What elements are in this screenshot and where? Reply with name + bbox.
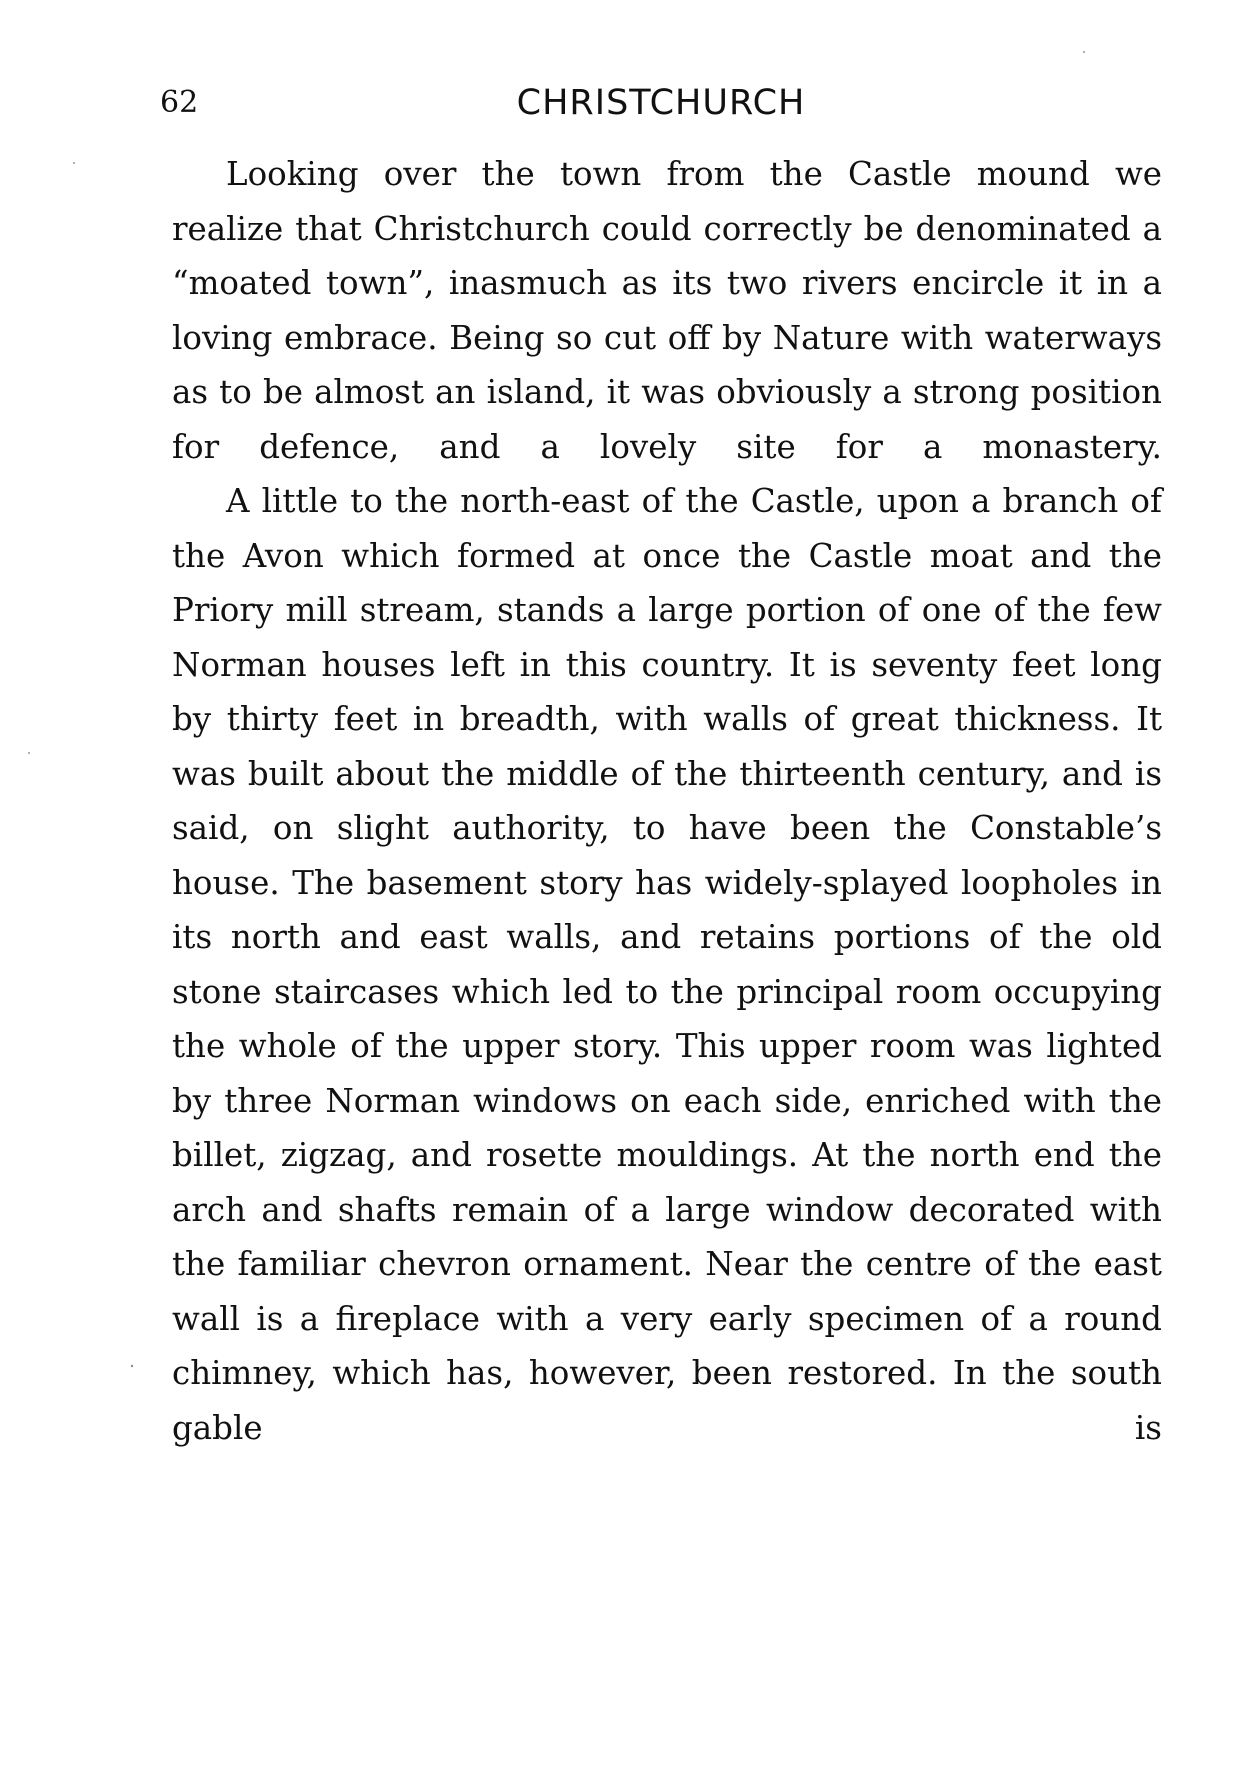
paragraph-moated-town: Looking over the town from the Castle mound we realize that Christchurch could correctly be denominated a “moated town”, inasmuch as its two rivers encircle it in a loving embrace. Being so cut off by Nature with waterways as to be almost an island, it was obviously a strong position for defence, and a lovely site for a monastery. xyxy=(172,155,1162,466)
scan-speck xyxy=(73,162,75,164)
running-head xyxy=(160,78,1162,128)
scan-speck xyxy=(131,1365,133,1367)
scan-speck xyxy=(28,752,30,754)
page-number: 62 xyxy=(160,85,199,120)
body-text xyxy=(172,147,1162,1455)
running-title: CHRISTCHURCH xyxy=(516,83,806,123)
paragraph-norman-house: A little to the north-east of the Castle, upon a branch of the Avon which formed at once the Castle moat and the Priory mill stream, stands a large portion of one of the few Norman houses left in this country. It is seventy feet long by thirty feet in breadth, with walls of great thickness. It was built about the middle of the thirteenth century, and is said, on slight authority, to have been the Constable’s house. The basement story has widely-splayed loopholes in its north and east walls, and retains portions of the old stone staircases which led to the principal room occupying the whole of the upper story. This upper room was lighted by three Norman windows on each side, enriched with the billet, zigzag, and rosette mouldings. At the north end the arch and shafts remain of a large window decorated with the familiar chevron ornament. Near the centre of the east wall is a fireplace with a very early specimen of a round chimney, which has, however, been restored. In the south gable is xyxy=(172,482,1162,1447)
scan-speck xyxy=(1083,51,1085,53)
